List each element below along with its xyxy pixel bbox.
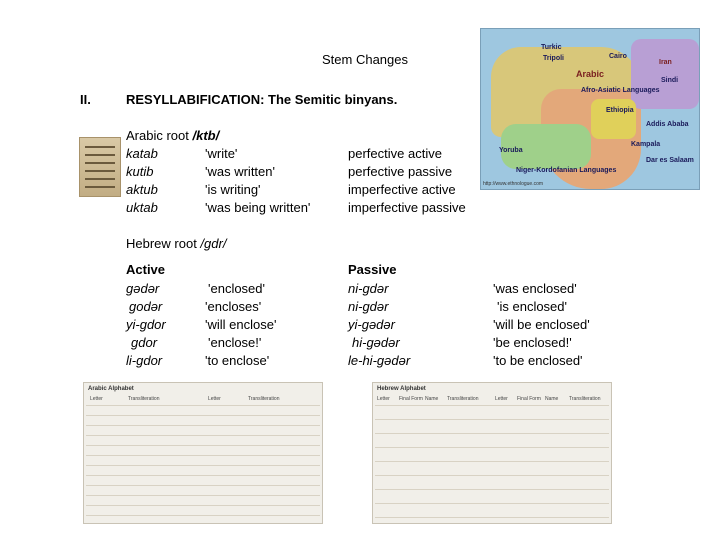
hebrew-root: /gdr/ <box>200 236 227 251</box>
map-label: Yoruba <box>499 147 523 154</box>
arabic-table-col-header: Transliteration <box>248 396 280 402</box>
hebrew-table-col-header: Letter <box>495 396 508 402</box>
arabic-aspect: perfective passive <box>348 164 453 179</box>
hebrew-passive-form: hi-gədər <box>352 335 400 350</box>
hebrew-alphabet-table <box>372 382 612 524</box>
arabic-form: aktub <box>126 182 158 197</box>
hebrew-active-form: godər <box>129 299 163 314</box>
hebrew-passive-gloss: 'will be enclosed' <box>493 317 590 332</box>
language-map <box>480 28 700 190</box>
hebrew-table-col-header: Name <box>425 396 439 402</box>
hebrew-passive-gloss: 'was enclosed' <box>493 281 577 296</box>
arabic-alphabet-table <box>83 382 323 524</box>
hebrew-active-form: gədər <box>126 281 160 296</box>
hebrew-active-gloss: 'will enclose' <box>205 317 277 332</box>
section-title: RESYLLABIFICATION: The Semitic binyans. <box>126 92 398 107</box>
hebrew-active-gloss: 'to enclose' <box>205 353 270 368</box>
hebrew-passive-form: ni-gdər <box>348 281 389 296</box>
hebrew-passive-gloss: 'is enclosed' <box>497 299 568 314</box>
arabic-root-heading <box>126 128 219 143</box>
map-label: Addis Ababa <box>646 121 689 128</box>
hebrew-table-col-header: Transliteration <box>447 396 479 402</box>
arabic-root-label: Arabic root <box>126 128 193 143</box>
hebrew-root-heading <box>126 236 226 251</box>
hebrew-active-gloss: 'enclose!' <box>208 335 262 350</box>
hebrew-table-col-header: Letter <box>377 396 390 402</box>
arabic-table-col-header: Transliteration <box>128 396 160 402</box>
hebrew-passive-form: le-hi-gədər <box>348 353 411 368</box>
map-label: Tripoli <box>543 55 564 62</box>
hebrew-active-form: li-gdor <box>126 353 163 368</box>
hebrew-active-gloss: 'enclosed' <box>208 281 266 296</box>
hebrew-table-col-header: Final Form <box>399 396 423 402</box>
arabic-gloss: 'write' <box>205 146 238 161</box>
map-label: Iran <box>659 59 672 66</box>
arabic-gloss: 'is writing' <box>205 182 261 197</box>
hebrew-passive-gloss: 'be enclosed!' <box>493 335 572 350</box>
slide-title: Stem Changes <box>322 52 408 67</box>
hebrew-table-col-header: Transliteration <box>569 396 601 402</box>
map-label: Dar es Salaam <box>646 157 694 164</box>
map-ethiopia <box>591 99 636 139</box>
arabic-form: katab <box>126 146 158 161</box>
map-label: Afro-Asiatic Languages <box>581 87 660 94</box>
map-credit: http://www.ethnologue.com <box>483 181 544 187</box>
hebrew-passive-form: ni-gdər <box>348 299 389 314</box>
hebrew-passive-form: yi-gədər <box>348 317 395 332</box>
map-label: Arabic <box>576 69 605 79</box>
arabic-table-col-header: Letter <box>208 396 221 402</box>
map-label: Sindi <box>661 77 679 84</box>
hebrew-active-gloss: 'encloses' <box>205 299 262 314</box>
section-number: II. <box>80 92 91 107</box>
arabic-table-title: Arabic Alphabet <box>88 386 134 392</box>
hebrew-table-col-header: Name <box>545 396 559 402</box>
arabic-form: kutib <box>126 164 154 179</box>
hebrew-table-title: Hebrew Alphabet <box>377 386 426 392</box>
map-label: Kampala <box>631 141 661 148</box>
hebrew-active-form: gdor <box>131 335 158 350</box>
manuscript-image <box>79 137 121 197</box>
arabic-gloss: 'was written' <box>205 164 275 179</box>
map-label: Turkic <box>541 44 562 51</box>
map-label: Cairo <box>609 53 627 60</box>
hebrew-table-col-header: Final Form <box>517 396 541 402</box>
arabic-form: uktab <box>126 200 158 215</box>
hebrew-passive-gloss: 'to be enclosed' <box>493 353 583 368</box>
arabic-gloss: 'was being written' <box>205 200 311 215</box>
arabic-aspect: perfective active <box>348 146 442 161</box>
arabic-aspect: imperfective passive <box>348 200 466 215</box>
arabic-aspect: imperfective active <box>348 182 456 197</box>
hebrew-root-label: Hebrew root <box>126 236 201 251</box>
map-label: Niger-Kordofanian Languages <box>516 167 617 174</box>
map-label: Ethiopia <box>606 107 634 114</box>
hebrew-active-form: yi-gdor <box>126 317 166 332</box>
arabic-table-col-header: Letter <box>90 396 103 402</box>
map-middle-east <box>631 39 699 109</box>
arabic-root: /ktb/ <box>192 128 220 143</box>
passive-header: Passive <box>348 262 397 277</box>
active-header: Active <box>126 262 166 277</box>
